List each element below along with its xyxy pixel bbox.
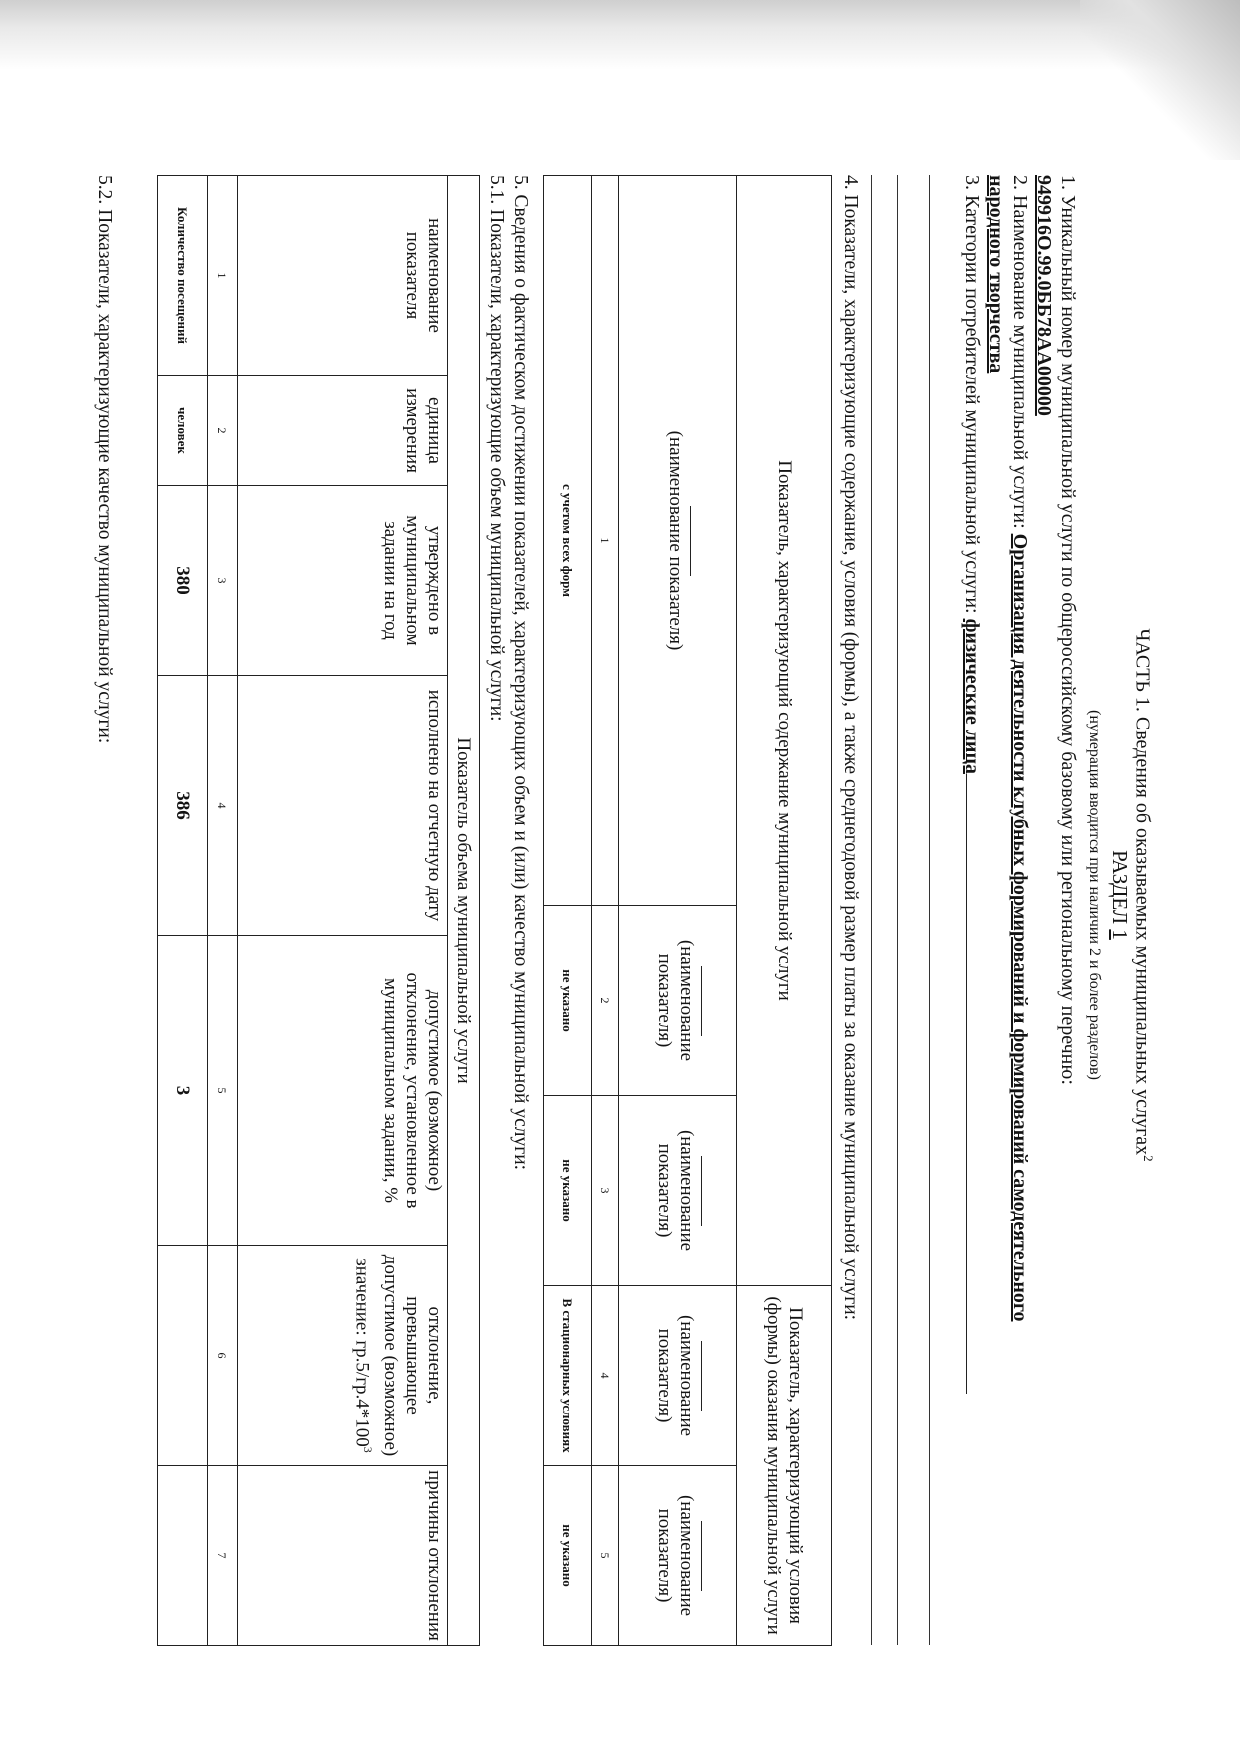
volume-group-header: Показатель объема муниципальной услуги [448,176,480,1646]
volume-approved-value: 380 [158,486,208,676]
volume-header-name: наименование показателя [238,176,448,376]
section5-heading: 5. Сведения о фактическом достижении показателей, характеризующих объем и (или) качество муниципальной услуги: [510,175,531,1171]
section5-1-heading: 5.1. Показатели, характеризующие объем муниципальной услуги: [486,175,507,722]
col-number: 5 [592,1466,619,1646]
table-cell: не указано [544,1096,592,1286]
content-col1-header: (наименование показателя) [619,176,737,906]
part-title: ЧАСТЬ 1. Сведения об оказываемых муниципальных услугах$^2$ [1131,628,1156,1162]
col-number: 3 [208,486,238,676]
content-col3-header: (наименование показателя) [619,1096,737,1286]
service-name-continuation: народного творчества [985,175,1007,374]
volume-header-approved: утверждено в муниципальном задании на год [238,486,448,676]
volume-executed-value: 386 [158,676,208,936]
col-number: 6 [208,1246,238,1466]
consumers-line: 3. Категории потребителей муниципальной услуги: физические лица [960,175,984,1394]
volume-indicator-name: Количество посещений [158,176,208,376]
volume-header-unit: единица измерения [238,376,448,486]
content-col2-header: (наименование показателя) [619,906,737,1096]
rotated-document-page [60,75,1180,1715]
blank-rule-1 [929,175,930,1645]
content-conditions-table [543,175,832,1646]
blank-rule-2 [897,175,898,1645]
scan-shadow [0,0,1240,70]
col-number: 3 [592,1096,619,1286]
section-heading: РАЗДЕЛ 1 [1108,850,1132,940]
col-number: 5 [208,936,238,1246]
conditions-col5-header: (наименование показателя) [619,1466,737,1646]
volume-header-executed: исполнено на отчетную дату [238,676,448,936]
section-number: 1 [1108,929,1132,940]
col-number: 2 [208,376,238,486]
volume-allowed-deviation-value: 3 [158,936,208,1246]
volume-table [157,175,480,1646]
volume-header-exceeding-deviation: отклонение, превышающее допустимое (возможное) значение: $гр.5/гр.4*100^3$ [238,1246,448,1466]
volume-header-allowed-deviation: допустимое (возможное) отклонение, установленное в муниципальном задании, % [238,936,448,1246]
unique-number-label: 1. Уникальный номер муниципальной услуги по общероссийскому базовому или региональному перечню: [1057,175,1079,1085]
col-number: 4 [592,1286,619,1466]
volume-reasons-value [158,1466,208,1646]
blank-rule-3 [871,175,872,1645]
volume-header-reasons: причины отклонения [238,1466,448,1646]
table-cell: не указано [544,1466,592,1646]
table-cell: В стационарных условиях [544,1286,592,1466]
table-cell: не указано [544,906,592,1096]
volume-unit: человек [158,376,208,486]
service-name-value: Организация деятельности клубных формирований и формирований самодеятельного [1009,533,1031,1322]
section4-heading: 4. Показатели, характеризующие содержание, условия (формы), а также среднегодовой размер платы за оказание муниципальной услуги: [840,175,861,1321]
col-number: 1 [208,176,238,376]
section5-2-heading: 5.2. Показатели, характеризующие качество муниципальной услуги: [94,175,115,744]
service-name-line: 2. Наименование муниципальной услуги: Организация деятельности клубных формирований и формирований самодеятельного [1009,175,1031,1322]
col-number: 4 [208,676,238,936]
table-cell: с учетом всех форм [544,176,592,906]
col-number: 2 [592,906,619,1096]
conditions-col4-header: (наименование показателя) [619,1286,737,1466]
section-note: (нумерация вводится при наличии 2 и более разделов) [1086,710,1103,1080]
col-number: 7 [208,1466,238,1646]
volume-exceeding-deviation-value [158,1246,208,1466]
col-number: 1 [592,176,619,906]
content-group-header: Показатель, характеризующий содержание муниципальной услуги [737,176,832,1286]
conditions-group-header: Показатель, характеризующий условия (формы) оказания муниципальной услуги [737,1286,832,1646]
consumers-value: физические лица [961,618,983,774]
unique-number-value: 949916О.99.0ББ78АА00000 [1033,175,1055,416]
